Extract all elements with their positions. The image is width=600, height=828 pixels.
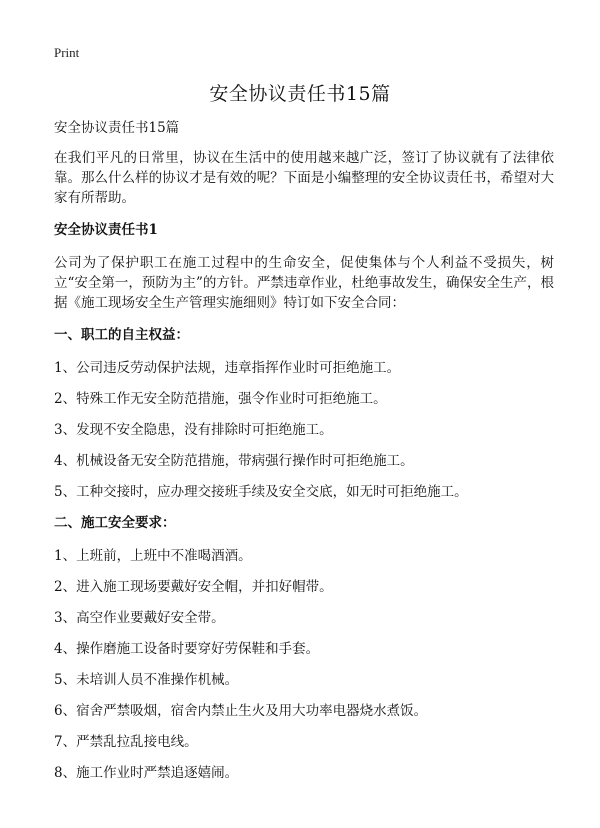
- page-title: 安全协议责任书15篇: [209, 83, 391, 105]
- list-item: 2、进入施工现场要戴好安全帽，并扣好帽带。: [54, 579, 333, 595]
- list-item: 7、严禁乱拉乱接电线。: [54, 734, 198, 750]
- section1-paragraph: 公司为了保护职工在施工过程中的生命安全，促使集体与个人利益不受损失，树立“安全第一，预防为主”的方针。严禁违章作业，杜绝事故发生，确保安全生产，根据《施工现场安全生产管理实施细则》特订如下安全合同：: [54, 255, 554, 311]
- rights-heading: 一、职工的自主权益：: [54, 327, 189, 343]
- list-item: 2、特殊工作无安全防范措施，强令作业时可拒绝施工。: [54, 391, 387, 407]
- document-body: [54, 118, 554, 794]
- print-link[interactable]: Print: [54, 45, 80, 60]
- list-item: 3、发现不安全隐患，没有排除时可拒绝施工。: [54, 422, 333, 438]
- list-item: 8、施工作业时严禁追逐嬉闹。: [54, 765, 239, 781]
- list-item: 5、工种交接时，应办理交接班手续及安全交底，如无时可拒绝施工。: [54, 484, 468, 500]
- list-item: 1、上班前，上班中不准喝酒酒。: [54, 548, 252, 564]
- requirements-heading: 二、施工安全要求：: [54, 515, 176, 531]
- list-item: 4、机械设备无安全防范措施，带病强行操作时可拒绝施工。: [54, 453, 414, 469]
- document-subtitle: 安全协议责任书15篇: [54, 120, 180, 136]
- list-item: 6、宿舍严禁吸烟，宿舍内禁止生火及用大功率电器烧水煮饭。: [54, 703, 428, 719]
- list-item: 3、高空作业要戴好安全带。: [54, 610, 225, 626]
- intro-paragraph: 在我们平凡的日常里，协议在生活中的使用越来越广泛，签订了协议就有了法律依靠。那么什么样的协议才是有效的呢？下面是小编整理的安全协议责任书，希望对大家有所帮助。: [54, 150, 554, 206]
- list-item: 1、公司违反劳动保护法规，违章指挥作业时可拒绝施工。: [54, 360, 401, 376]
- section-heading-1: 安全协议责任书1: [54, 222, 158, 238]
- list-item: 5、未培训人员不准操作机械。: [54, 672, 239, 688]
- list-item: 4、操作磨施工设备时要穿好劳保鞋和手套。: [54, 641, 320, 657]
